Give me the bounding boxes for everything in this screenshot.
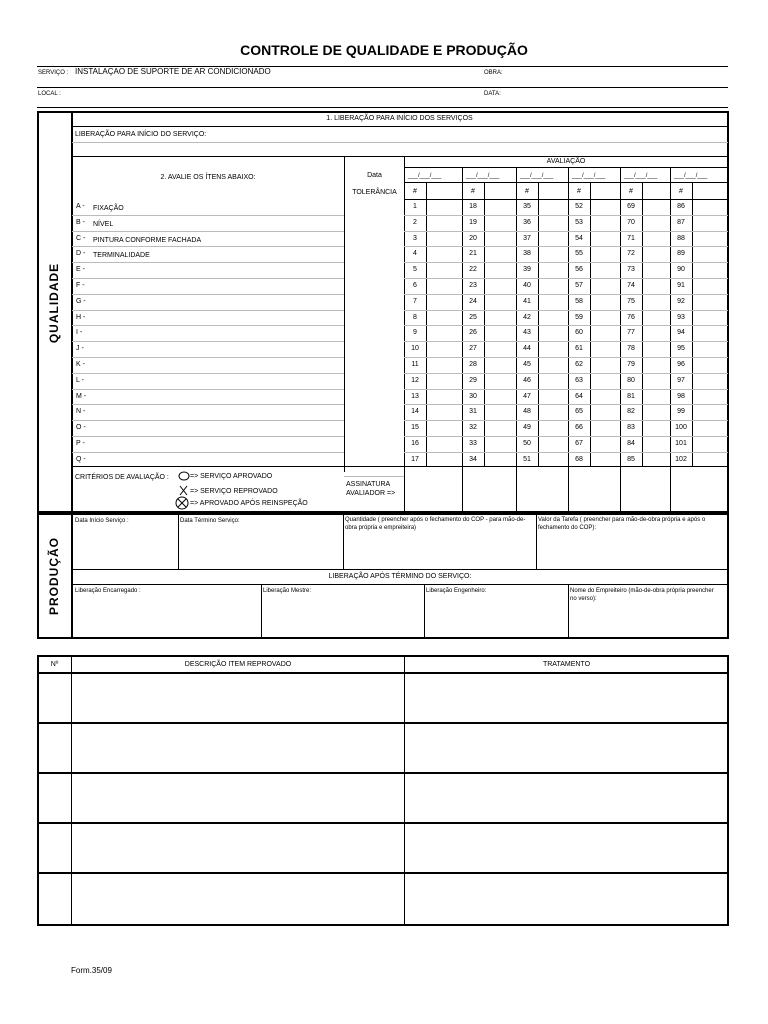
item-number: 8 [413,314,417,321]
item-number: 63 [575,377,583,384]
item-number: 17 [411,456,419,463]
item-number: 88 [677,235,685,242]
col-descricao: DESCRIÇÃO ITEM REPROVADO [184,661,292,668]
item-number: 60 [575,329,583,336]
item-number: 72 [627,250,635,257]
item-number: 87 [677,219,685,226]
item-number: 46 [523,377,531,384]
data-termino: Data Término Serviço: [180,518,240,524]
hash-header: # [577,188,581,195]
item-number: 34 [469,456,477,463]
liberacao-engenheiro: Liberação Engenheiro: [426,588,487,594]
tolerancia-label: TOLERÂNCIA [352,189,397,196]
x-mark-icon [178,485,190,496]
item-letter: G - [76,298,86,305]
data-col-label: Data [367,172,382,179]
item-number: 26 [469,329,477,336]
local-label: LOCAL : [38,91,61,97]
hash-header: # [629,188,633,195]
item-letter: Q - [76,456,86,463]
item-number: 32 [469,424,477,431]
item-number: 70 [627,219,635,226]
avalie-itens: 2. AVALIE OS ÍTENS ABAIXO: [160,174,256,181]
item-number: 24 [469,298,477,305]
item-number: 50 [523,440,531,447]
circled-x-icon [175,496,189,510]
item-description: FIXAÇÃO [93,205,124,212]
item-number: 81 [627,393,635,400]
item-number: 47 [523,393,531,400]
item-letter: H - [76,314,86,321]
form-code: Form.35/09 [71,966,112,975]
item-number: 21 [469,250,477,257]
item-number: 57 [575,282,583,289]
assinatura-avaliador: ASSINATURA AVALIADOR => [346,481,396,498]
nome-empreiteiro: Nome do Empreiteiro (mão-de-obra própria preencher no verso): [570,588,714,603]
obra-label: OBRA: [484,70,503,76]
hash-header: # [679,188,683,195]
item-number: 3 [413,235,417,242]
item-number: 74 [627,282,635,289]
item-number: 29 [469,377,477,384]
item-number: 93 [677,314,685,321]
item-letter: J - [76,345,84,352]
item-number: 5 [413,266,417,273]
item-number: 101 [675,440,687,447]
liberacao-encarregado: Liberação Encarregado : [75,588,141,594]
item-number: 10 [411,345,419,352]
criterio-reprovado: => SERVIÇO REPROVADO [190,488,278,495]
date-placeholder[interactable]: ___/___/___ [674,173,708,179]
item-number: 91 [677,282,685,289]
item-letter: C - [76,235,86,242]
item-number: 69 [627,203,635,210]
item-number: 71 [627,235,635,242]
item-number: 20 [469,235,477,242]
item-number: 73 [627,266,635,273]
item-number: 6 [413,282,417,289]
item-number: 15 [411,424,419,431]
item-number: 66 [575,424,583,431]
item-number: 7 [413,298,417,305]
qualidade-label: QUALIDADE [47,262,61,344]
quantidade: Quantidade ( preencher após o fechamento do COP - para mão-de-obra própria e empreiteira) [345,517,526,532]
valor-tarefa: Valor da Tarefa ( preencher para mão-de-obra própria e após o fechamento do COP): [538,517,706,532]
item-number: 40 [523,282,531,289]
col-tratamento: TRATAMENTO [542,661,591,668]
item-number: 12 [411,377,419,384]
item-letter: A - [76,203,85,210]
date-placeholder[interactable]: ___/___/___ [624,173,658,179]
item-number: 79 [627,361,635,368]
item-number: 100 [675,424,687,431]
item-number: 89 [677,250,685,257]
item-letter: I - [76,329,83,336]
item-number: 95 [677,345,685,352]
item-number: 14 [411,408,419,415]
item-number: 53 [575,219,583,226]
item-number: 96 [677,361,685,368]
item-description: PINTURA CONFORME FACHADA [93,237,202,244]
item-number: 43 [523,329,531,336]
item-number: 97 [677,377,685,384]
item-number: 58 [575,298,583,305]
item-number: 80 [627,377,635,384]
item-number: 76 [627,314,635,321]
item-number: 68 [575,456,583,463]
item-number: 30 [469,393,477,400]
item-number: 92 [677,298,685,305]
item-number: 77 [627,329,635,336]
item-number: 48 [523,408,531,415]
item-letter: D - [76,250,86,257]
col-no: Nº [50,661,59,668]
item-number: 49 [523,424,531,431]
item-number: 42 [523,314,531,321]
servico-label: SERVIÇO : [38,70,69,76]
item-number: 75 [627,298,635,305]
item-number: 78 [627,345,635,352]
item-number: 59 [575,314,583,321]
item-number: 22 [469,266,477,273]
item-number: 36 [523,219,531,226]
item-number: 19 [469,219,477,226]
item-letter: B - [76,219,85,226]
item-number: 33 [469,440,477,447]
item-letter: L - [76,377,84,384]
data-label: DATA: [484,91,501,97]
item-number: 55 [575,250,583,257]
liberacao-inicio: LIBERAÇÃO PARA INÍCIO DO SERVIÇO: [75,131,207,138]
item-number: 98 [677,393,685,400]
avaliacao-header: AVALIAÇÃO [546,158,586,165]
item-number: 18 [469,203,477,210]
item-letter: M - [76,393,87,400]
liberacao-mestre: Liberação Mestre: [263,588,312,594]
hash-header: # [413,188,417,195]
item-description: NÍVEL [93,221,114,228]
item-number: 54 [575,235,583,242]
item-letter: F - [76,282,85,289]
item-number: 61 [575,345,583,352]
item-number: 2 [413,219,417,226]
item-number: 11 [411,361,419,368]
item-number: 4 [413,250,417,257]
item-number: 51 [523,456,531,463]
hash-header: # [525,188,529,195]
item-number: 45 [523,361,531,368]
criterio-aprovado: => SERVIÇO APROVADO [190,473,273,480]
item-number: 90 [677,266,685,273]
item-number: 31 [469,408,477,415]
criterios-label: CRITÉRIOS DE AVALIAÇÃO : [75,474,169,481]
item-number: 25 [469,314,477,321]
liberacao-apos: LIBERAÇÃO APÓS TÉRMINO DO SERVIÇO: [328,573,472,580]
item-number: 85 [627,456,635,463]
servico-value: INSTALAÇAO DE SUPORTE DE AR CONDICIONADO [75,67,271,76]
date-placeholder[interactable]: ___/___/___ [572,173,606,179]
item-letter: P - [76,440,85,447]
item-description: TERMINALIDADE [93,252,150,259]
item-number: 52 [575,203,583,210]
item-number: 44 [523,345,531,352]
item-number: 27 [469,345,477,352]
item-number: 37 [523,235,531,242]
item-number: 102 [675,456,687,463]
item-number: 56 [575,266,583,273]
item-number: 16 [411,440,419,447]
item-number: 82 [627,408,635,415]
item-number: 28 [469,361,477,368]
section1-title: 1. LIBERAÇÃO PARA INÍCIO DOS SERVIÇOS [326,115,473,122]
producao-label: PRODUÇÃO [47,537,61,616]
item-number: 67 [575,440,583,447]
reprovados-table [37,655,729,926]
item-number: 62 [575,361,583,368]
item-number: 41 [523,298,531,305]
item-number: 86 [677,203,685,210]
data-inicio: Data Início Serviço : [75,518,129,524]
item-number: 9 [413,329,417,336]
item-letter: O - [76,424,86,431]
item-number: 99 [677,408,685,415]
date-placeholder[interactable]: ___/___/___ [520,173,554,179]
item-number: 65 [575,408,583,415]
item-number: 94 [677,329,685,336]
item-number: 1 [413,203,417,210]
item-number: 83 [627,424,635,431]
item-number: 38 [523,250,531,257]
item-letter: N - [76,408,86,415]
item-number: 39 [523,266,531,273]
item-number: 23 [469,282,477,289]
date-placeholder[interactable]: ___/___/___ [466,173,500,179]
item-letter: K - [76,361,85,368]
page-title: CONTROLE DE QUALIDADE E PRODUÇÃO [240,42,528,58]
item-number: 64 [575,393,583,400]
date-placeholder[interactable]: ___/___/___ [408,173,442,179]
item-letter: E - [76,266,85,273]
hash-header: # [471,188,475,195]
item-number: 13 [411,393,419,400]
item-number: 35 [523,203,531,210]
item-number: 84 [627,440,635,447]
criterio-reinspecao: => APROVADO APÓS REINSPEÇÃO [190,500,308,507]
